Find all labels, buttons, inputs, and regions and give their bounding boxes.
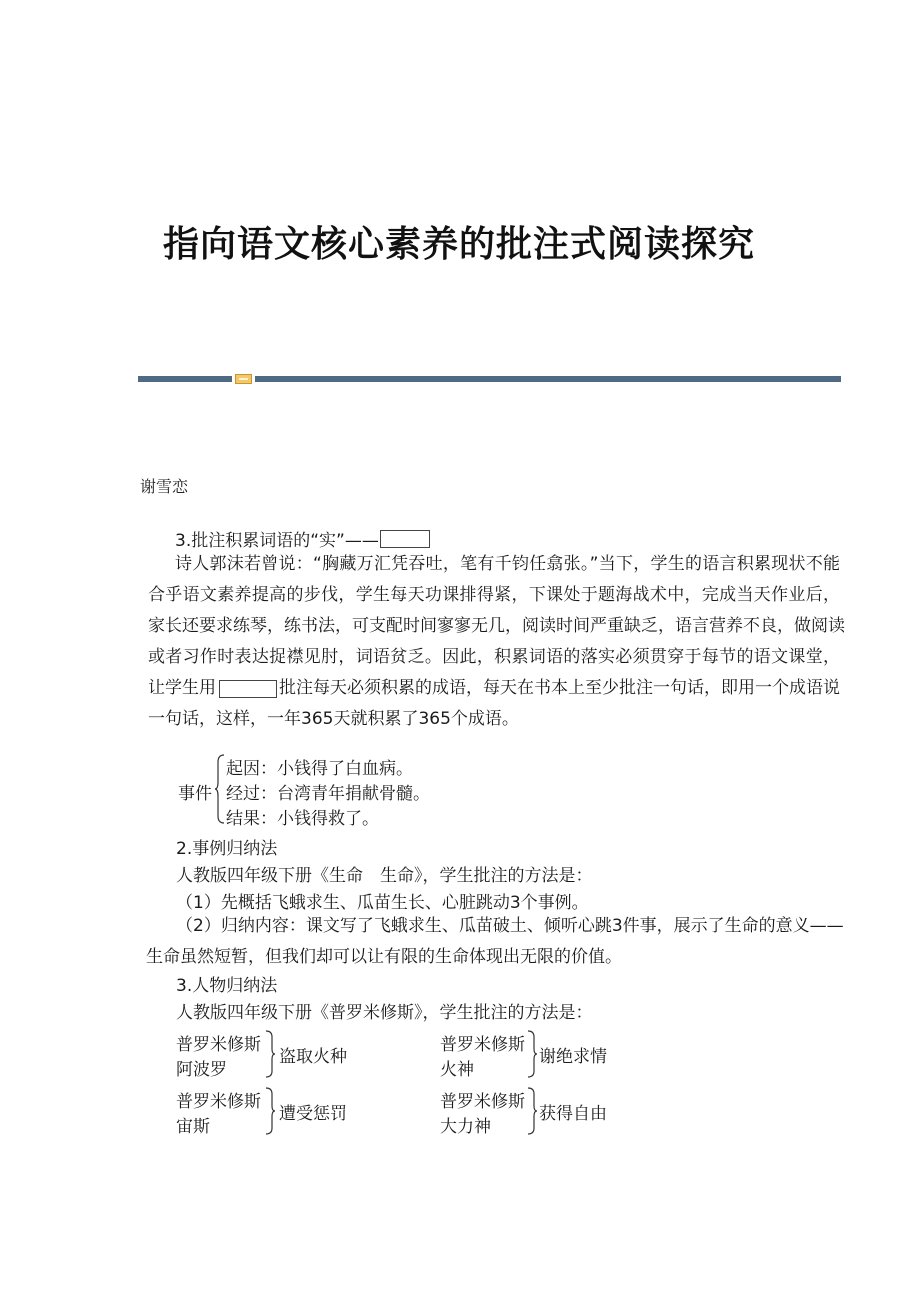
- title-divider: [138, 374, 841, 384]
- left-brace-icon: [214, 754, 226, 824]
- answer-blank: [219, 680, 277, 698]
- character-a: 普罗米修斯: [176, 1092, 261, 1112]
- group-result: 遭受惩罚: [279, 1104, 347, 1124]
- paragraph-line: [148, 674, 840, 702]
- character-group: [440, 1028, 660, 1080]
- event-process: 经过：台湾青年捐献骨髓。: [226, 784, 430, 804]
- method2-heading: 2.事例归纳法: [176, 839, 278, 859]
- method2-item2: （2）归纳内容：课文写了飞蛾求生、瓜苗破土、倾听心跳3件事，展示了生命的意义——: [176, 916, 844, 936]
- right-brace-icon: [264, 1087, 276, 1135]
- character-a: 普罗米修斯: [176, 1035, 261, 1055]
- method2-item1: （1）先概括飞蛾求生、瓜苗生长、心脏跳动3个事例。: [176, 893, 589, 913]
- paragraph-line: 合乎语文素养提高的步伐，学生每天功课排得紧，下课处于题海战术中，完成当天作业后，: [148, 585, 840, 605]
- method2-intro: 人教版四年级下册《生命 生命》，学生批注的方法是：: [176, 866, 593, 886]
- right-brace-icon: [526, 1030, 538, 1078]
- section3-heading-text: 3.批注积累词语的“实”——: [175, 531, 379, 551]
- group-result: 盗取火种: [279, 1047, 347, 1067]
- event-cause: 起因：小钱得了白血病。: [226, 759, 413, 779]
- group-result: 获得自由: [539, 1104, 607, 1124]
- divider-bar-right: [255, 376, 841, 382]
- author-name: 谢雪恋: [140, 477, 189, 496]
- character-group: [176, 1085, 396, 1137]
- answer-blank: [380, 530, 430, 548]
- paragraph-line: 诗人郭沫若曾说：“胸藏万汇凭吞吐，笔有千钧任翕张。”当下，学生的语言积累现状不能: [175, 554, 840, 574]
- character-b: 火神: [440, 1060, 474, 1080]
- paragraph-line: 或者习作时表达捉襟见肘，词语贫乏。因此，积累词语的落实必须贯穿于每节的语文课堂，: [148, 647, 840, 667]
- section3-heading: [175, 526, 431, 551]
- character-a: 普罗米修斯: [440, 1035, 525, 1055]
- event-result: 结果：小钱得救了。: [226, 809, 379, 829]
- method3-intro: 人教版四年级下册《普罗米修斯》，学生批注的方法是：: [176, 1003, 593, 1023]
- divider-bar-left: [138, 376, 232, 382]
- paragraph-line: 一句话，这样，一年365天就积累了365个成语。: [148, 709, 519, 729]
- paragraph-line: 家长还要求练琴，练书法，可支配时间寥寥无几，阅读时间严重缺乏，语言营养不良，做阅读: [148, 616, 845, 636]
- right-brace-icon: [526, 1087, 538, 1135]
- character-b: 宙斯: [176, 1117, 210, 1137]
- method2-item2-cont: 生命虽然短暂，但我们却可以让有限的生命体现出无限的价值。: [146, 947, 622, 967]
- character-a: 普罗米修斯: [440, 1092, 525, 1112]
- right-brace-icon: [264, 1030, 276, 1078]
- method3-heading: 3.人物归纳法: [176, 976, 278, 996]
- group-result: 谢绝求情: [539, 1047, 607, 1067]
- character-group: [176, 1028, 396, 1080]
- character-b: 大力神: [440, 1117, 491, 1137]
- paragraph-text: 批注每天必须积累的成语，每天在书本上至少批注一句话，即用一个成语说: [279, 678, 840, 698]
- event-label: 事件: [178, 784, 212, 804]
- event-diagram: [178, 752, 478, 832]
- document-title: 指向语文核心素养的批注式阅读探究: [163, 223, 756, 265]
- character-group: [440, 1085, 660, 1137]
- character-b: 阿波罗: [176, 1060, 227, 1080]
- paragraph-text: 让学生用: [148, 678, 216, 698]
- divider-emblem-icon: [235, 374, 252, 384]
